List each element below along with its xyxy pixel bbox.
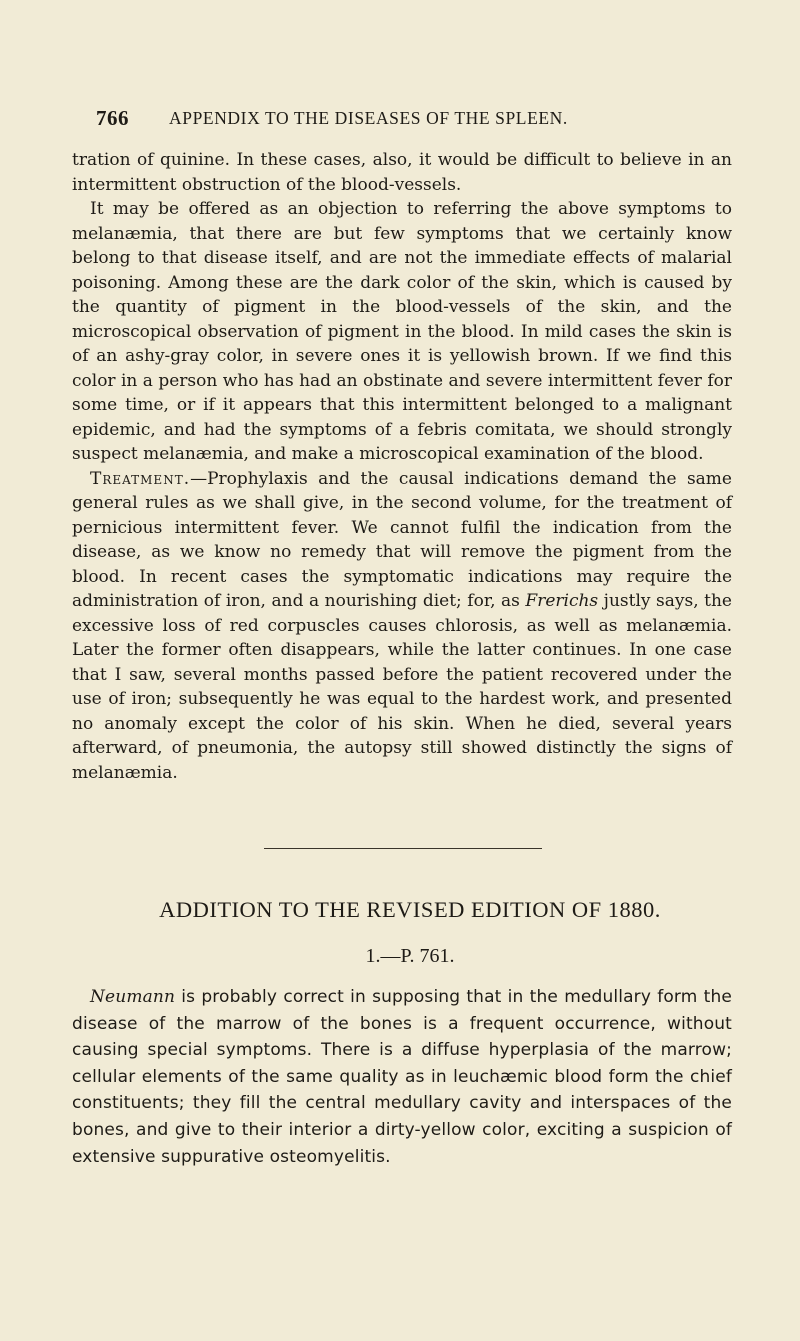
section-label: 1.—P. 761.: [365, 945, 455, 967]
treatment-text-a: —Prophylaxis and the causal indications demand the same general rules as we shall give, in the second volume, for the treatment of pernicious intermittent fever. We cannot fulfil the indication from the disease, as we know no remedy that will remove the pigment from the blood. In recent cases the symptomatic indications may require the administration of iron, and a nourishing diet; for, as: [72, 468, 732, 611]
author-neumann: Neumann: [90, 987, 176, 1007]
main-body-text: [72, 148, 732, 785]
paragraph-treatment: [72, 467, 732, 786]
running-title: APPENDIX TO THE DISEASES OF THE SPLEEN.: [169, 108, 568, 128]
treatment-text-b: justly says, the excessive loss of red corpuscles causes chlorosis, as well as melanæmia. Later the former often disappears, while the latter continues. In one case that I saw, several months passed before the patient recovered under the use of iron; subsequently he was equal to the hardest work, and presented no anomaly except the color of his skin. When he died, several years afterward, of pneumonia, the autopsy still showed distinctly the signs of melanæmia.: [72, 591, 732, 783]
running-head: [96, 106, 736, 136]
paragraph-continuation: tration of quinine. In these cases, also, it would be difficult to believe in an intermittent obstruction of the blood-vessels.: [72, 150, 732, 195]
addition-body-text: [72, 984, 732, 1170]
treatment-label: Treatment.: [90, 468, 191, 489]
page-number: 766: [96, 106, 129, 130]
paragraph-objection: It may be offered as an objection to referring the above symptoms to melanæmia, that there are but few symptoms that we certainly know belong to that disease itself, and are not the immediate effects of malarial poisoning. Among these are the dark color of the skin, which is caused by the quantity of pigment in the blood-vessels of the skin, and the microscopical observation of pigment in the blood. In mild cases the skin is of an ashy-gray color, in severe ones it is yellowish brown. If we find this color in a person who has had an obstinate and severe intermittent fever for some time, or if it appears that this intermittent belonged to a malignant epidemic, and had the symptoms of a febris comitata, we should strongly suspect melanæmia, and make a microscopical examination of the blood.: [72, 199, 732, 464]
addition-paragraph-text: is probably correct in supposing that in the medullary form the disease of the marrow of the bones is a frequent occurrence, without causing special symptoms. There is a diffuse hyperplasia of the marrow; cellular elements of the same quality as in leuchæmic blood form the chief constituents; they fill the central medullary cavity and interspaces of the bones, and give to their interior a dirty-yellow color, exciting a suspicion of extensive suppurative osteomyelitis.: [72, 987, 732, 1167]
section-divider: [264, 848, 542, 849]
addition-heading: ADDITION TO THE REVISED EDITION OF 1880.: [159, 897, 661, 922]
author-frerichs: Frerichs: [525, 591, 599, 611]
addition-paragraph: [72, 984, 732, 1170]
